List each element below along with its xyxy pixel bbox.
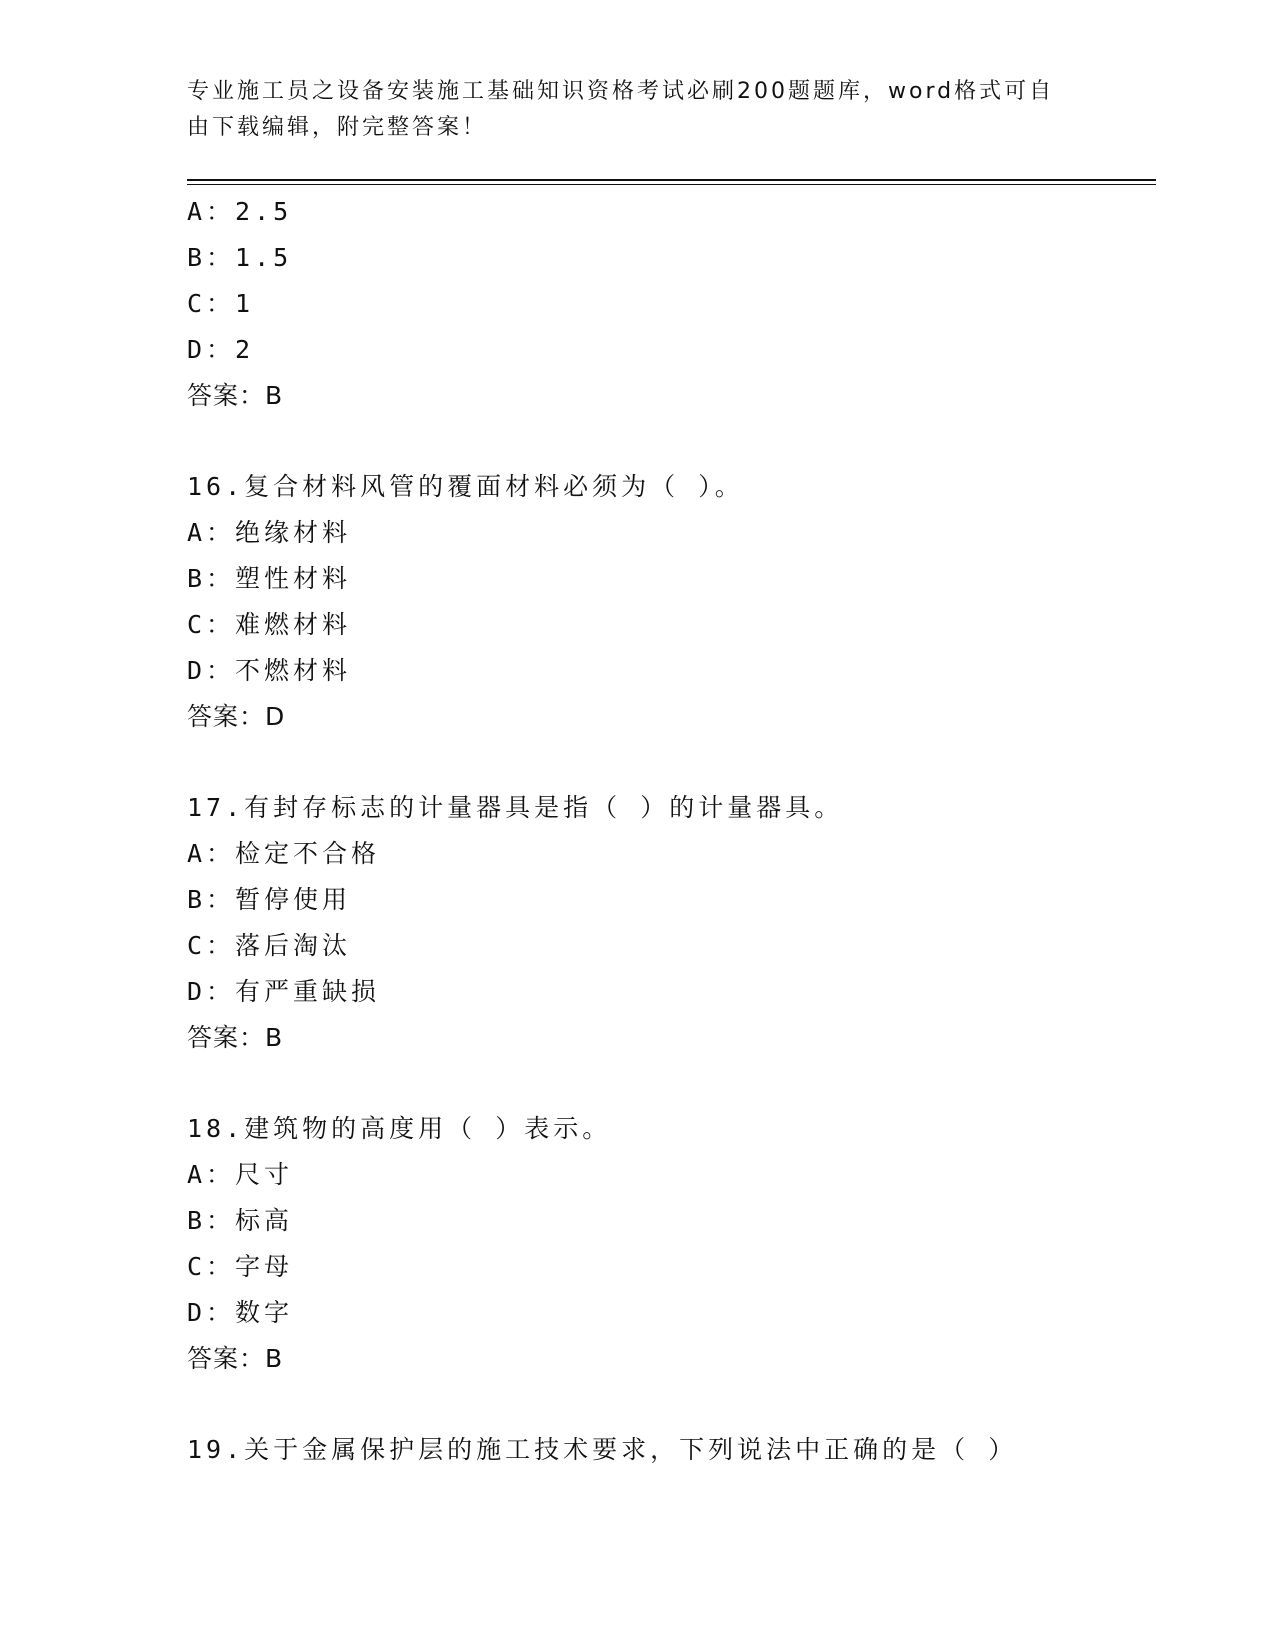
- option-a: A：检定不合格: [187, 839, 381, 868]
- question-15-tail: [187, 189, 1147, 419]
- document-title: 专业施工员之设备安装施工基础知识资格考试必刷200题题库，word格式可自由下载编辑，附完整答案！: [187, 79, 1055, 140]
- option-d: D：有严重缺损: [187, 977, 381, 1006]
- option-a: A：2.5: [187, 197, 293, 226]
- answer: 答案：D: [187, 702, 286, 731]
- option-d: D：2: [187, 335, 255, 364]
- question-stem: 17.有封存标志的计量器具是指（ ）的计量器具。: [187, 793, 844, 822]
- option-b: B：暂停使用: [187, 885, 352, 914]
- option-c: C：难燃材料: [187, 610, 352, 639]
- question-stem: 18.建筑物的高度用（ ）表示。: [187, 1114, 612, 1143]
- question-17: [187, 785, 1147, 1061]
- question-16: [187, 464, 1147, 740]
- option-d: D：不燃材料: [187, 656, 352, 685]
- header-divider-thin: [187, 184, 1156, 185]
- option-d: D：数字: [187, 1298, 294, 1327]
- question-18: [187, 1106, 1147, 1382]
- question-19: [187, 1427, 1147, 1473]
- option-a: A：尺寸: [187, 1160, 294, 1189]
- option-b: B：1.5: [187, 243, 293, 272]
- answer: 答案：B: [187, 381, 284, 410]
- question-stem: 16.复合材料风管的覆面材料必须为（ ）。: [187, 472, 744, 501]
- header-divider: [187, 179, 1156, 181]
- option-c: C：落后淘汰: [187, 931, 352, 960]
- option-c: C：字母: [187, 1252, 294, 1281]
- answer: 答案：B: [187, 1023, 284, 1052]
- question-list: [187, 189, 1147, 1473]
- option-a: A：绝缘材料: [187, 518, 352, 547]
- question-stem: 19.关于金属保护层的施工技术要求，下列说法中正确的是（ ）: [187, 1435, 1018, 1464]
- option-b: B：标高: [187, 1206, 294, 1235]
- answer: 答案：B: [187, 1344, 284, 1373]
- option-c: C：1: [187, 289, 255, 318]
- option-b: B：塑性材料: [187, 564, 352, 593]
